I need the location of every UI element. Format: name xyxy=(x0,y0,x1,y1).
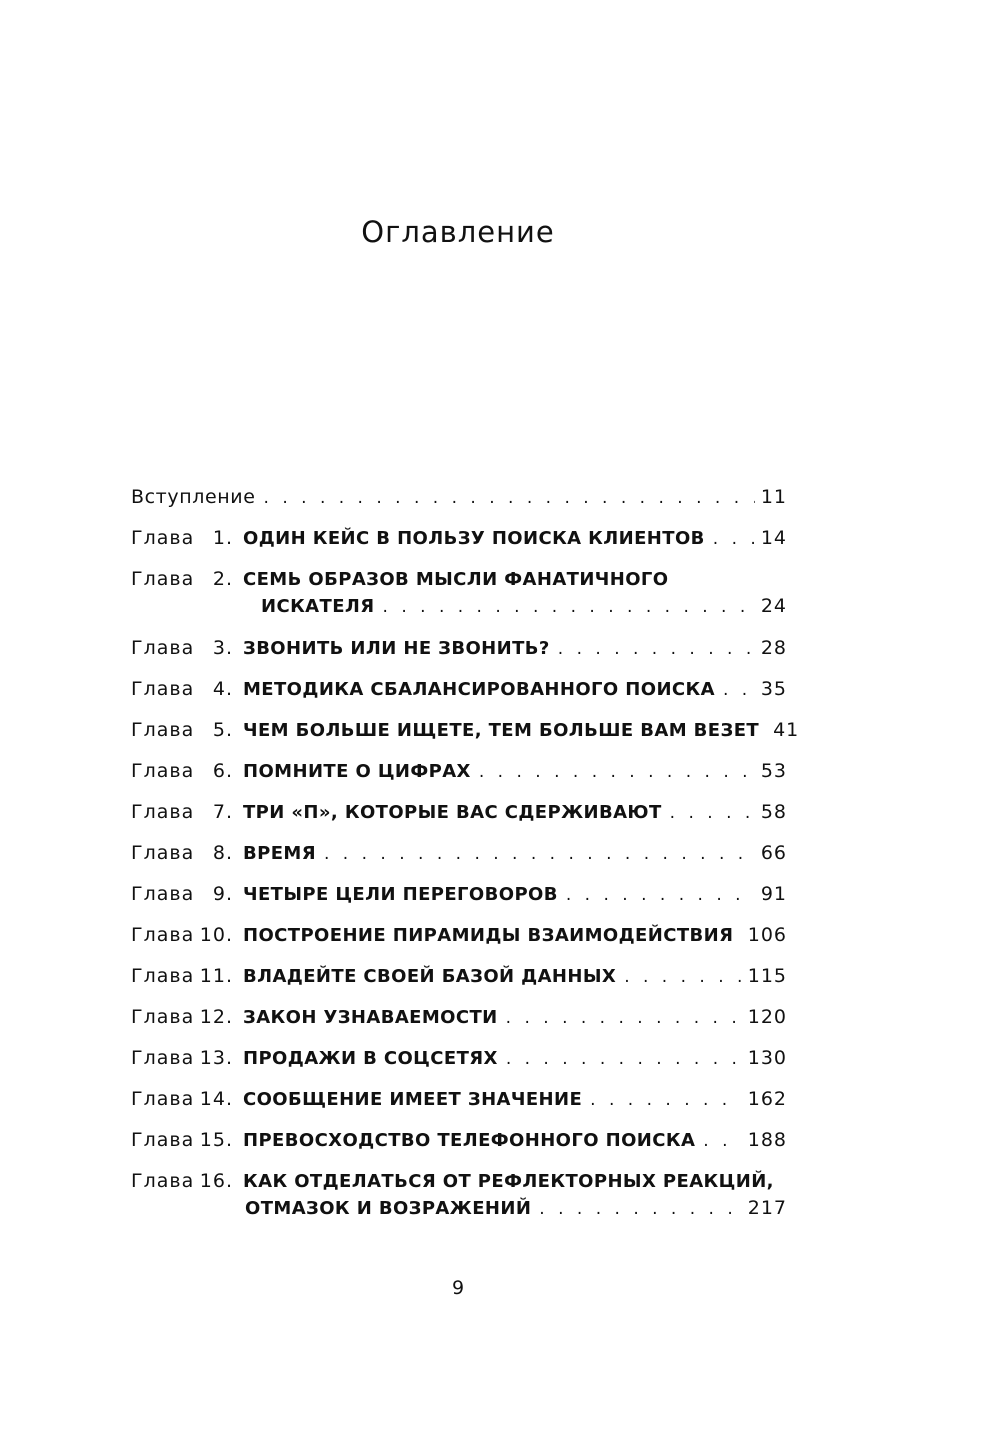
page-number: 188 xyxy=(747,1129,787,1151)
page-number: 11 xyxy=(760,486,787,508)
page-number: 115 xyxy=(747,965,787,987)
chapter-title: МЕТОДИКА СБАЛАНСИРОВАННОГО ПОИСКА xyxy=(243,679,715,700)
toc-entry-chapter-8 xyxy=(131,840,787,881)
chapter-number: 3. xyxy=(212,637,233,659)
toc-entry-chapter-5 xyxy=(131,717,800,758)
chapter-word: Глава xyxy=(131,760,195,782)
chapter-word: Глава xyxy=(131,1088,195,1110)
page-number: 217 xyxy=(747,1197,787,1219)
leader-dots xyxy=(383,594,755,621)
chapter-title: ОДИН КЕЙС В ПОЛЬЗУ ПОИСКА КЛИЕНТОВ xyxy=(243,528,705,549)
chapter-word: Глава xyxy=(131,842,195,864)
chapter-word: Глава xyxy=(131,1047,195,1069)
leader-dots xyxy=(624,964,742,991)
toc-entry-chapter-12 xyxy=(131,1004,787,1045)
chapter-number: 11. xyxy=(199,965,233,987)
chapter-word: Глава xyxy=(131,568,195,590)
chapter-title-block xyxy=(243,758,787,786)
toc-entry-intro xyxy=(131,484,787,525)
chapter-word: Глава xyxy=(131,527,195,549)
chapter-title: ЧЕМ БОЛЬШЕ ИЩЕТЕ, ТЕМ БОЛЬШЕ ВАМ ВЕЗЕТ xyxy=(243,720,760,741)
toc-entry-chapter-10 xyxy=(131,922,787,963)
page-number: 106 xyxy=(747,924,787,946)
leader-dots xyxy=(723,677,755,704)
toc-entry-chapter-16 xyxy=(131,1168,787,1237)
chapter-word: Глава xyxy=(131,719,195,741)
chapter-word: Глава xyxy=(131,1129,195,1151)
chapter-word: Глава xyxy=(131,924,195,946)
page-number: 35 xyxy=(760,678,787,700)
chapter-title-line-2: ИСКАТЕЛЯ xyxy=(261,596,375,617)
chapter-title-block xyxy=(243,676,787,704)
chapter-word: Глава xyxy=(131,1006,195,1028)
page-number: 24 xyxy=(760,595,787,617)
toc-entry-chapter-1 xyxy=(131,525,787,566)
page-number: 41 xyxy=(773,719,800,741)
chapter-number: 1. xyxy=(212,527,233,549)
page-title: Оглавление xyxy=(361,215,555,249)
chapter-title: ПОМНИТЕ О ЦИФРАХ xyxy=(243,761,471,782)
chapter-number: 16. xyxy=(199,1170,233,1192)
chapter-title-line-1: СЕМЬ ОБРАЗОВ МЫСЛИ ФАНАТИЧНОГО xyxy=(243,569,669,590)
chapter-title: ЧЕТЫРЕ ЦЕЛИ ПЕРЕГОВОРОВ xyxy=(243,884,558,905)
chapter-word: Глава xyxy=(131,678,195,700)
leader-dots xyxy=(264,485,755,512)
chapter-title: ТРИ «П», КОТОРЫЕ ВАС СДЕРЖИВАЮТ xyxy=(243,802,662,823)
leader-dots xyxy=(670,800,755,827)
toc-entry-chapter-6 xyxy=(131,758,787,799)
toc-entry-chapter-13 xyxy=(131,1045,787,1086)
chapter-title-block xyxy=(243,1086,787,1114)
toc-entry-chapter-11 xyxy=(131,963,787,1004)
chapter-title: ПРОДАЖИ В СОЦСЕТЯХ xyxy=(243,1048,498,1069)
page-number: 120 xyxy=(747,1006,787,1028)
chapter-number: 2. xyxy=(212,568,233,590)
chapter-title-line-1: КАК ОТДЕЛАТЬСЯ ОТ РЕФЛЕКТОРНЫХ РЕАКЦИЙ, xyxy=(243,1171,774,1192)
page-number: 14 xyxy=(760,527,787,549)
chapter-word: Глава xyxy=(131,883,195,905)
leader-dots xyxy=(558,636,755,663)
chapter-number: 10. xyxy=(199,924,233,946)
chapter-title-block xyxy=(243,1168,787,1223)
intro-label: Вступление xyxy=(131,486,256,508)
chapter-title-block xyxy=(243,922,787,950)
toc-entry-chapter-7 xyxy=(131,799,787,840)
toc-entry-chapter-4 xyxy=(131,676,787,717)
table-of-contents xyxy=(131,484,800,1237)
page-number: 91 xyxy=(760,883,787,905)
chapter-number: 12. xyxy=(199,1006,233,1028)
page-number: 162 xyxy=(747,1088,787,1110)
chapter-title-block xyxy=(243,881,787,909)
chapter-title-block xyxy=(243,525,787,553)
chapter-title-block xyxy=(243,717,800,745)
toc-entry-chapter-3 xyxy=(131,635,787,676)
chapter-number: 13. xyxy=(199,1047,233,1069)
chapter-title-block xyxy=(243,1045,787,1073)
chapter-number: 7. xyxy=(212,801,233,823)
chapter-word: Глава xyxy=(131,801,195,823)
chapter-title: ПОСТРОЕНИЕ ПИРАМИДЫ ВЗАИМОДЕЙСТВИЯ xyxy=(243,925,734,946)
chapter-word: Глава xyxy=(131,637,195,659)
chapter-number: 14. xyxy=(199,1088,233,1110)
toc-entry-chapter-9 xyxy=(131,881,787,922)
chapter-title: ВЛАДЕЙТЕ СВОЕЙ БАЗОЙ ДАННЫХ xyxy=(243,966,617,987)
leader-dots xyxy=(479,759,755,786)
chapter-title-block xyxy=(243,635,787,663)
page-number: 130 xyxy=(747,1047,787,1069)
chapter-title: ВРЕМЯ xyxy=(243,843,316,864)
chapter-number: 9. xyxy=(212,883,233,905)
leader-dots xyxy=(539,1196,741,1223)
page-number: 66 xyxy=(760,842,787,864)
leader-dots xyxy=(703,1128,741,1155)
page-number: 28 xyxy=(760,637,787,659)
chapter-word: Глава xyxy=(131,1170,195,1192)
page-number: 58 xyxy=(760,801,787,823)
leader-dots xyxy=(324,841,755,868)
toc-entry-chapter-15 xyxy=(131,1127,787,1168)
chapter-title-block xyxy=(243,566,787,621)
toc-entry-chapter-14 xyxy=(131,1086,787,1127)
chapter-word: Глава xyxy=(131,965,195,987)
chapter-title: ЗАКОН УЗНАВАЕМОСТИ xyxy=(243,1007,498,1028)
chapter-title-line-2: ОТМАЗОК И ВОЗРАЖЕНИЙ xyxy=(245,1198,532,1219)
page-folio: 9 xyxy=(451,1277,465,1299)
leader-dots xyxy=(713,526,755,553)
chapter-number: 4. xyxy=(212,678,233,700)
chapter-number: 6. xyxy=(212,760,233,782)
leader-dots xyxy=(590,1087,742,1114)
chapter-title-block xyxy=(243,1127,787,1155)
leader-dots xyxy=(506,1005,742,1032)
chapter-title: ПРЕВОСХОДСТВО ТЕЛЕФОННОГО ПОИСКА xyxy=(243,1130,696,1151)
chapter-title-block xyxy=(243,799,787,827)
chapter-title: ЗВОНИТЬ ИЛИ НЕ ЗВОНИТЬ? xyxy=(243,638,550,659)
intro-line xyxy=(131,484,787,512)
chapter-title-block xyxy=(243,1004,787,1032)
chapter-title-block xyxy=(243,963,787,991)
toc-entry-chapter-2 xyxy=(131,566,787,635)
chapter-title: СООБЩЕНИЕ ИМЕЕТ ЗНАЧЕНИЕ xyxy=(243,1089,583,1110)
chapter-number: 5. xyxy=(212,719,233,741)
chapter-number: 8. xyxy=(212,842,233,864)
chapter-title-block xyxy=(243,840,787,868)
page-number: 53 xyxy=(760,760,787,782)
leader-dots xyxy=(506,1046,742,1073)
chapter-number: 15. xyxy=(199,1129,233,1151)
leader-dots xyxy=(566,882,755,909)
